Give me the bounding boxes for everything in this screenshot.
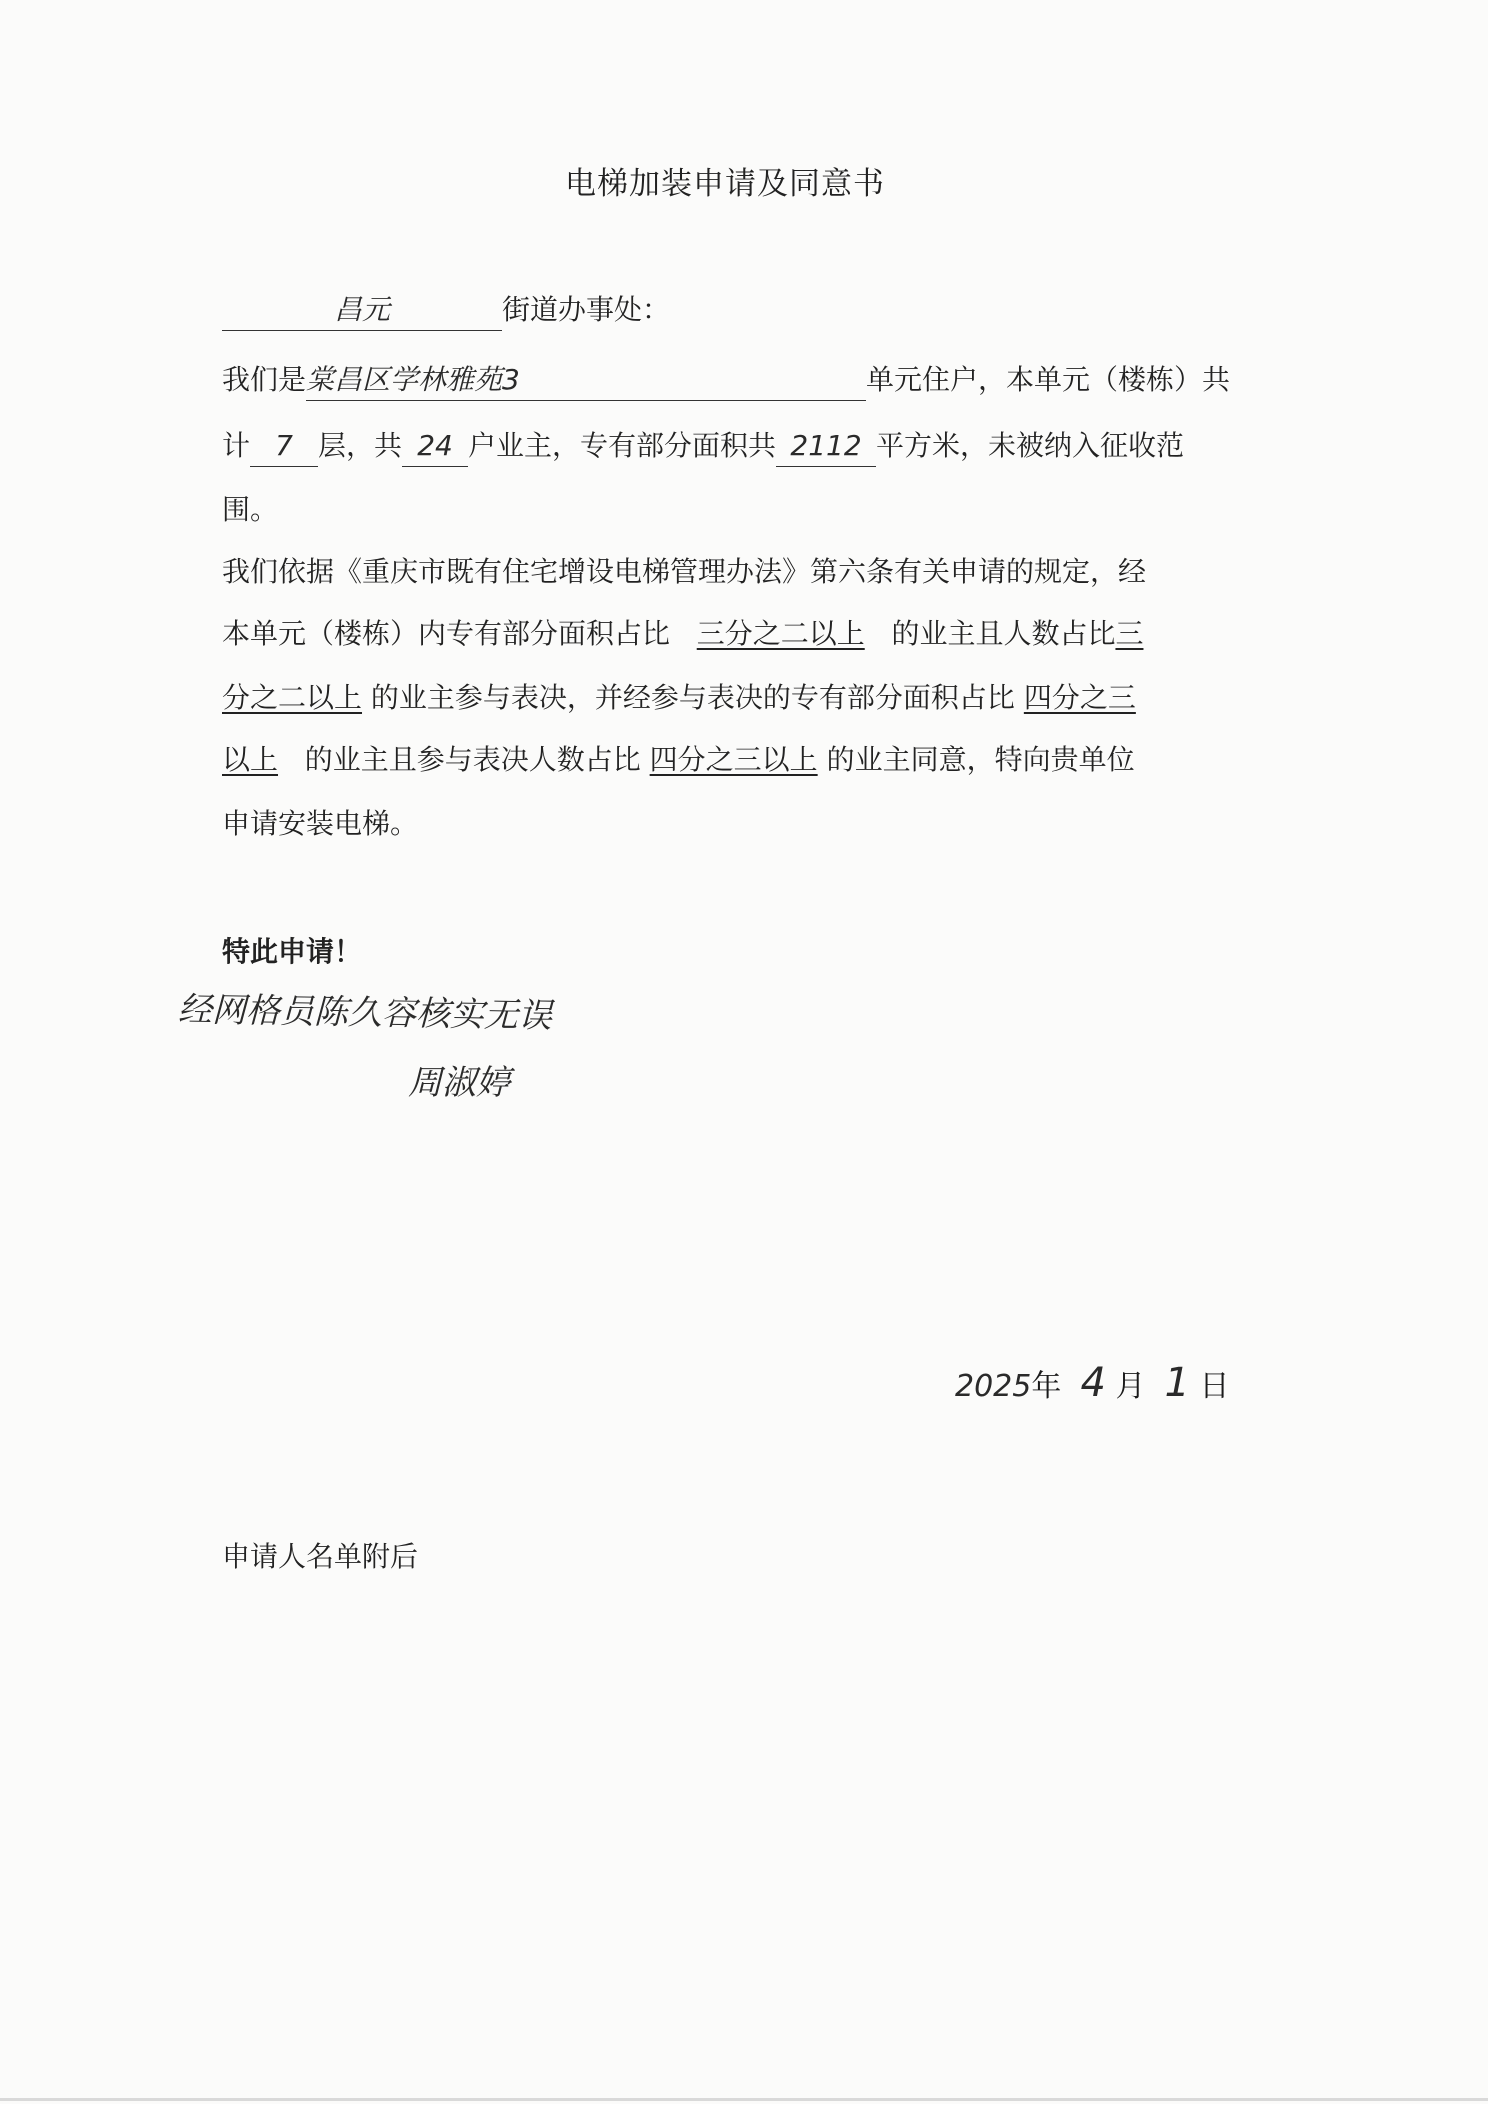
date-month-label: 月 bbox=[1115, 1369, 1146, 1404]
date-year: 2025 bbox=[955, 1369, 1032, 1404]
para2-line4-suffix: 的业主同意，特向贵单位 bbox=[826, 743, 1135, 776]
handwritten-verification-note: 经网格员陈久容核实无误 bbox=[177, 989, 553, 1037]
para1-line1 bbox=[222, 360, 1302, 401]
addressee-line bbox=[222, 290, 1302, 331]
para2-line3 bbox=[222, 678, 1302, 718]
document-title: 电梯加装申请及同意书 bbox=[565, 166, 885, 202]
households-suffix: 户业主，专有部分面积共 bbox=[468, 429, 777, 462]
para1-prefix: 我们是 bbox=[222, 363, 307, 396]
para2-line1: 我们依据《重庆市既有住宅增设电梯管理办法》第六条有关申请的规定，经 bbox=[222, 555, 1147, 588]
floors-suffix: 层，共 bbox=[318, 429, 403, 462]
closing-text: 特此申请！ bbox=[222, 935, 363, 968]
addressee-suffix: 街道办事处： bbox=[502, 293, 671, 326]
para2-line2 bbox=[222, 614, 1302, 654]
area-field: 2112 bbox=[776, 426, 876, 467]
date-month: 4 bbox=[1080, 1360, 1106, 1406]
households-field: 24 bbox=[402, 426, 468, 467]
vote-people-fill: 四分之三以上 bbox=[649, 743, 818, 776]
scan-edge bbox=[0, 2098, 1488, 2101]
street-office-name: 昌元 bbox=[222, 290, 502, 331]
area-ratio-fill: 三分之二以上 bbox=[696, 617, 865, 650]
para1-line3: 围。 bbox=[222, 493, 279, 526]
para2-line2-prefix: 本单元（楼栋）内专有部分面积占比 bbox=[222, 617, 671, 650]
floors-field: 7 bbox=[250, 426, 318, 467]
para1-line2 bbox=[222, 426, 1302, 467]
para2-line5: 申请安装电梯。 bbox=[222, 807, 419, 840]
date-day-label: 日 bbox=[1199, 1369, 1230, 1404]
footer-note: 申请人名单附后 bbox=[222, 1540, 419, 1573]
people-ratio-fill-a: 三 bbox=[1115, 617, 1144, 650]
date-line bbox=[955, 1360, 1230, 1406]
unit-name-field: 棠昌区学林雅苑3 bbox=[306, 360, 866, 401]
para2-line3-mid: 的业主参与表决，并经参与表决的专有部分面积占比 bbox=[370, 681, 1015, 714]
para2-line4 bbox=[222, 740, 1302, 780]
area-suffix: 平方米，未被纳入征收范 bbox=[876, 429, 1185, 462]
date-day: 1 bbox=[1164, 1360, 1190, 1406]
vote-area-fill-b: 以上 bbox=[222, 743, 279, 776]
date-year-label: 年 bbox=[1031, 1369, 1062, 1404]
para1-line2-prefix: 计 bbox=[222, 429, 251, 462]
para2-line2-mid: 的业主且人数占比 bbox=[891, 617, 1116, 650]
para1-mid: 单元住户，本单元（楼栋）共 bbox=[866, 363, 1231, 396]
para2-line4-mid: 的业主且参与表决人数占比 bbox=[304, 743, 641, 776]
vote-area-fill-a: 四分之三 bbox=[1023, 681, 1136, 714]
handwritten-signature: 周淑婷 bbox=[408, 1063, 510, 1103]
people-ratio-fill-b: 分之二以上 bbox=[222, 681, 363, 714]
